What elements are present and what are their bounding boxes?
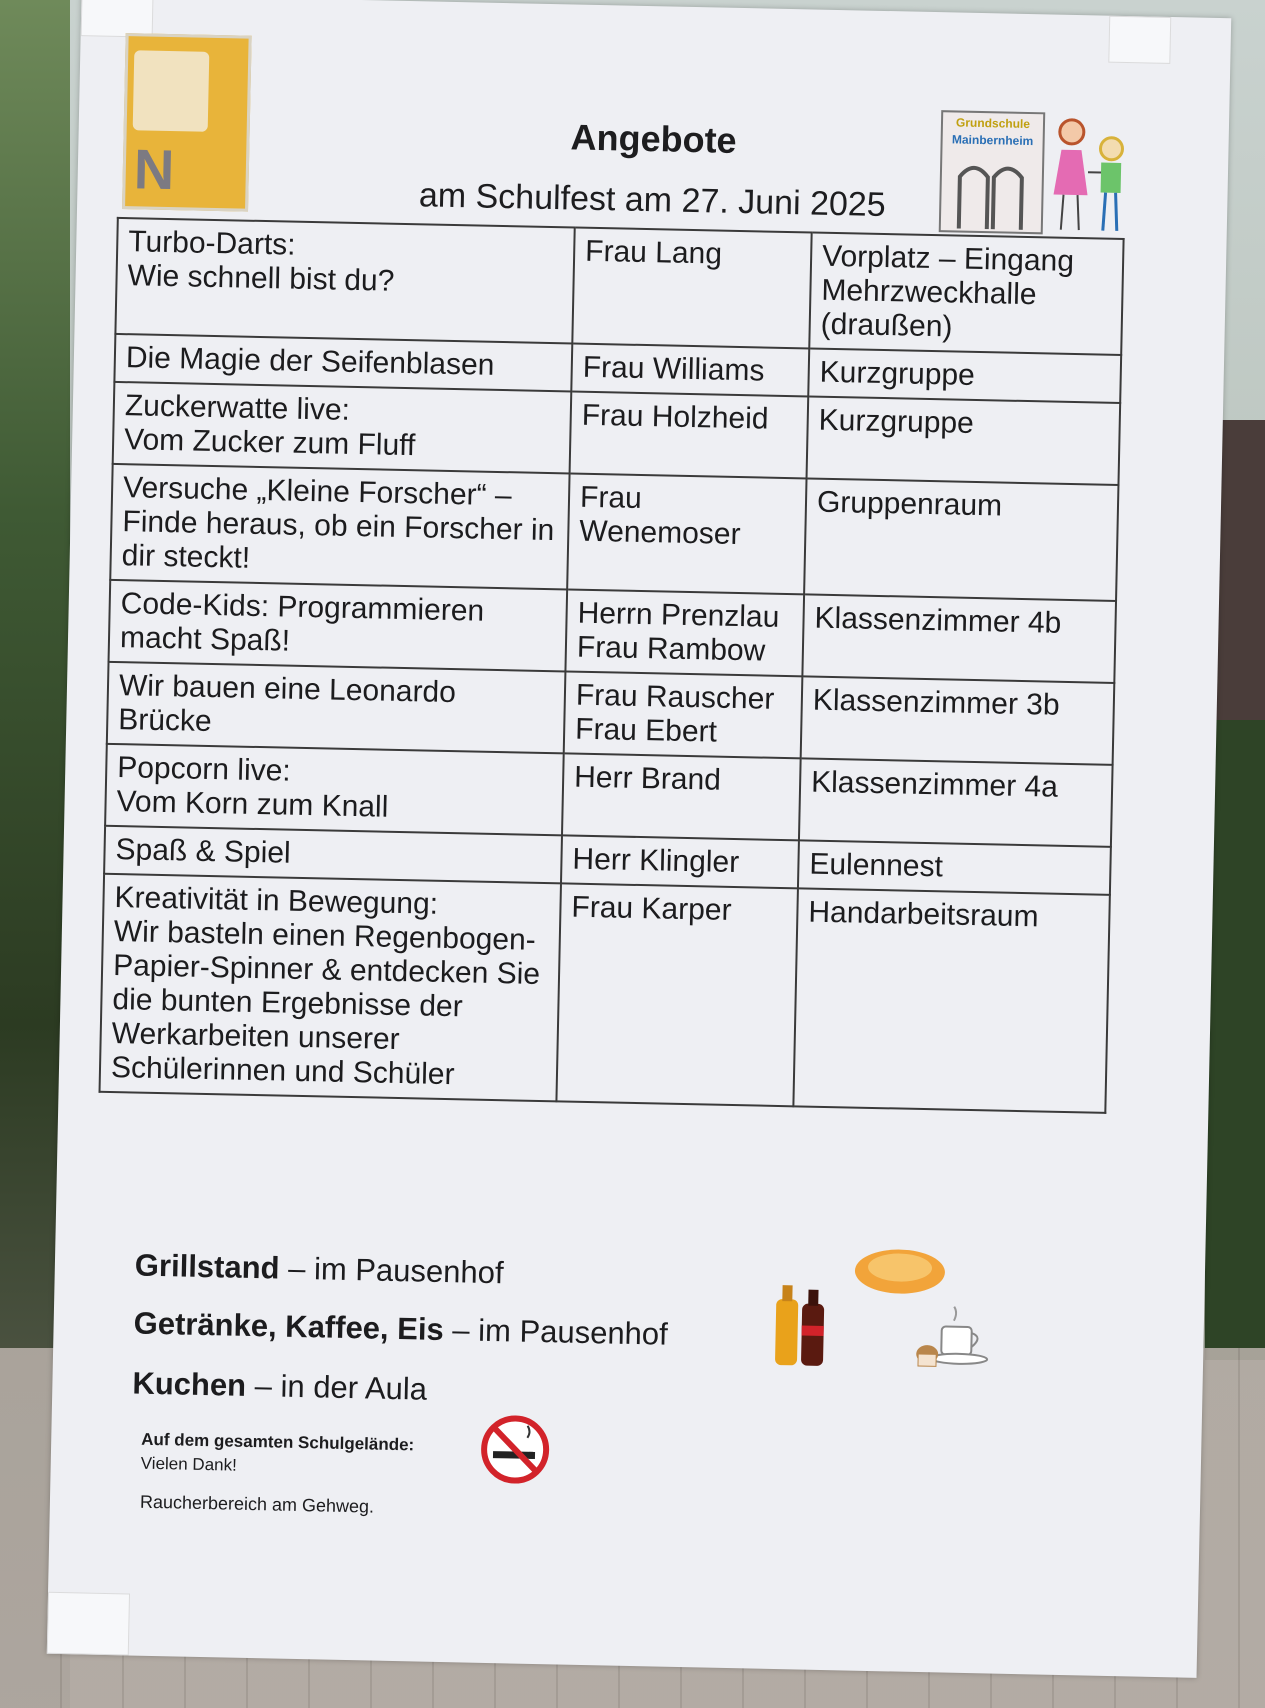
offer-activity: Versuche „Kleine Forscher“ – Finde heraus, ob ein Forscher in dir steckt!	[110, 464, 569, 590]
offer-person: Frau Williams	[571, 343, 809, 396]
cake-line	[132, 1366, 427, 1408]
kids-drawing-icon	[1045, 109, 1138, 241]
drinks-location: – im Pausenhof	[443, 1312, 669, 1352]
offer-person: Frau Wenemoser	[567, 473, 806, 594]
school-logo-line1: Grundschule	[955, 115, 1031, 132]
pastry-icon	[844, 1240, 955, 1302]
school-logo-line2: Mainbernheim	[951, 132, 1034, 149]
offer-activity: Wir bauen eine Leonardo Brücke	[107, 662, 566, 754]
poster	[47, 0, 1232, 1678]
poster-title: Angebote	[570, 116, 738, 161]
offer-person: Frau Rauscher Frau Ebert	[564, 671, 803, 758]
offer-person: Frau Holzheid	[570, 391, 809, 478]
offer-row	[110, 464, 1118, 601]
offer-person: Frau Lang	[572, 228, 811, 349]
grill-label: Grillstand	[134, 1247, 280, 1286]
offer-location: Gruppenraum	[804, 478, 1118, 601]
cake-label: Kuchen	[132, 1365, 247, 1403]
offer-person: Frau Karper	[556, 883, 798, 1106]
smoking-area-note: Raucherbereich am Gehweg.	[139, 1491, 375, 1517]
offer-location: Kurzgruppe	[808, 348, 1121, 403]
coffee-icon	[913, 1302, 994, 1374]
gate-icon	[955, 156, 1026, 229]
offer-activity: Turbo-Darts: Wie schnell bist du?	[115, 218, 574, 344]
poster-subtitle: am Schulfest am 27. Juni 2025	[418, 176, 887, 225]
offer-row	[100, 874, 1110, 1113]
offer-activity: Popcorn live: Vom Korn zum Knall	[105, 744, 564, 836]
smoke-note: Auf dem gesamten Schulgelände:	[141, 1429, 415, 1455]
offer-row	[115, 218, 1123, 355]
offer-location: Eulennest	[798, 840, 1111, 895]
offer-person: Herrn Prenzlau Frau Rambow	[565, 589, 804, 676]
offer-location: Kurzgruppe	[807, 396, 1121, 485]
cake-location: – in der Aula	[245, 1367, 428, 1407]
no-smoking-icon	[478, 1413, 551, 1486]
grill-line	[135, 1248, 504, 1292]
offer-activity: Zuckerwatte live: Vom Zucker zum Fluff	[113, 382, 572, 474]
offers-table	[99, 217, 1125, 1114]
offer-activity: Die Magie der Seifenblasen	[114, 334, 572, 392]
drinks-line	[133, 1306, 668, 1353]
offer-location: Klassenzimmer 4a	[799, 758, 1113, 847]
school-logo	[939, 110, 1046, 234]
offer-activity: Spaß & Spiel	[104, 826, 562, 884]
left-logo-letter: N	[133, 137, 175, 202]
offer-location: Vorplatz – Eingang Mehrzweckhalle (draußen)	[809, 232, 1123, 355]
thanks-note: Vielen Dank!	[140, 1453, 238, 1475]
grill-location: – im Pausenhof	[279, 1250, 504, 1291]
drinks-icon	[765, 1279, 847, 1371]
offer-activity: Code-Kids: Programmieren macht Spaß!	[109, 580, 568, 672]
offer-activity: Kreativität in Bewegung: Wir basteln einen Regenbogen-Papier-Spinner & entdecken Sie die bunten Ergebnisse der Werkarbeiten unserer Schülerinnen und Schüler	[100, 874, 561, 1102]
tape-top-left	[81, 0, 154, 38]
offer-location: Handarbeitsraum	[793, 888, 1109, 1112]
drinks-label: Getränke, Kaffee, Eis	[133, 1305, 445, 1348]
offer-location: Klassenzimmer 4b	[802, 594, 1116, 683]
offer-person: Herr Klingler	[561, 835, 799, 888]
offer-location: Klassenzimmer 3b	[801, 676, 1115, 765]
offer-person: Herr Brand	[562, 753, 801, 840]
tape-bottom-left	[47, 1592, 130, 1656]
tape-top-right	[1108, 16, 1171, 64]
